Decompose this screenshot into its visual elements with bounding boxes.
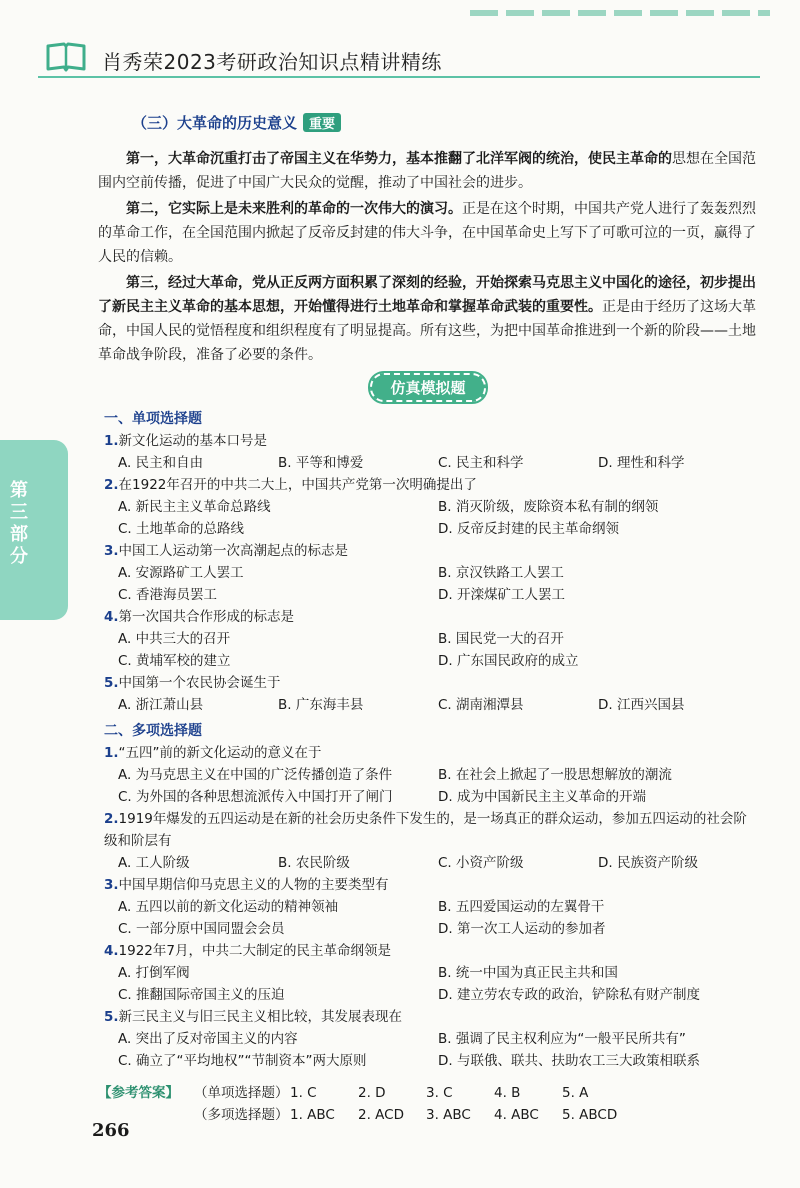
option: B. 广东海丰县 (278, 697, 364, 713)
question-stem: “五四”前的新文化运动的意义在于 (118, 745, 322, 761)
option: A. 工人阶级 (118, 855, 190, 871)
option: A. 为马克思主义在中国的广泛传播创造了条件 (118, 767, 393, 783)
option: A. 新民主主义革命总路线 (118, 499, 271, 515)
question-item (98, 672, 758, 716)
option: A. 安源路矿工人罢工 (118, 565, 244, 581)
answer-item: 1. ABC (290, 1107, 335, 1123)
section-paragraphs (98, 147, 758, 367)
option: B. 统一中国为真正民主共和国 (438, 965, 618, 981)
option: C. 湖南湘潭县 (438, 697, 524, 713)
side-tab (0, 440, 68, 620)
option: D. 与联俄、联共、扶助农工三大政策相联系 (438, 1053, 700, 1069)
multi-choice-heading: 二、多项选择题 (104, 723, 202, 739)
question-text (104, 474, 758, 496)
option-list (118, 694, 758, 716)
page-header (38, 38, 760, 78)
question-text (104, 672, 758, 694)
question-text (104, 742, 758, 764)
question-number: 2. (104, 477, 119, 493)
question-number: 1. (104, 745, 119, 761)
option: B. 消灭阶级，废除资本私有制的纲领 (438, 499, 659, 515)
question-stem: 1919年爆发的五四运动是在新的社会历史条件下发生的，是一场真正的群众运动，参加五四运动的社会阶级和阶层有 (104, 811, 747, 849)
paragraph-text: 思想在全国范围内空前传播，促进了中国广大民众的觉醒，推动了中国社会的进步。 (98, 151, 756, 191)
book-icon (46, 42, 86, 72)
option-list (118, 852, 758, 874)
single-choice-list (98, 430, 758, 716)
paragraph-text: 正是在这个时期，中国共产党人进行了轰轰烈烈的革命工作，在全国范围内掀起了反帝反封建的伟大斗争，在中国革命史上写下了可歌可泣的一页，赢得了人民的信赖。 (98, 201, 756, 265)
answer-type: （多项选择题） (194, 1107, 289, 1123)
answer-item: 5. A (562, 1085, 589, 1101)
option-list (118, 1028, 758, 1072)
question-stem: 新文化运动的基本口号是 (118, 433, 268, 449)
option-list (118, 896, 758, 940)
question-item (98, 874, 758, 940)
option: C. 推翻国际帝国主义的压迫 (118, 987, 285, 1003)
option: C. 一部分原中国同盟会会员 (118, 921, 285, 937)
option: A. 民主和自由 (118, 455, 204, 471)
option: D. 第一次工人运动的参加者 (438, 921, 606, 937)
question-text (104, 1006, 758, 1028)
question-item (98, 474, 758, 540)
single-choice-heading: 一、单项选择题 (104, 411, 202, 427)
question-item (98, 540, 758, 606)
answer-item: 5. ABCD (562, 1107, 618, 1123)
option: C. 黄埔军校的建立 (118, 653, 231, 669)
answer-item: 3. C (426, 1085, 453, 1101)
answer-item: 1. C (290, 1085, 317, 1101)
question-stem: 第一次国共合作形成的标志是 (118, 609, 295, 625)
question-number: 1. (104, 433, 119, 449)
option: B. 平等和博爱 (278, 455, 364, 471)
option-list (118, 496, 758, 540)
option: D. 江西兴国县 (598, 697, 685, 713)
paragraph-lead: 第一，大革命沉重打击了帝国主义在华势力，基本推翻了北洋军阀的统治，使民主革命的 (126, 151, 672, 167)
option: D. 建立劳农专政的政治，铲除私有财产制度 (438, 987, 700, 1003)
paragraph-lead: 第三，经过大革命，党从正反两方面积累了深刻的经验，开始探索马克思主义中国化的途径，初步提出了新民主主义革命的基本思想，开始懂得进行土地革命和掌握革命武装的重要性。 (98, 275, 756, 315)
exercise-banner (98, 373, 758, 402)
option-list (118, 562, 758, 606)
question-item (98, 742, 758, 808)
option: D. 成为中国新民主主义革命的开端 (438, 789, 646, 805)
section-heading-text: （三）大革命的历史意义 (132, 114, 298, 132)
option: A. 突出了反对帝国主义的内容 (118, 1031, 298, 1047)
option-list (118, 452, 758, 474)
question-text (104, 430, 758, 452)
option: C. 确立了“平均地权”“节制资本”两大原则 (118, 1053, 367, 1069)
paragraph (98, 197, 758, 269)
question-text (104, 540, 758, 562)
option-list (118, 628, 758, 672)
question-number: 5. (104, 1009, 119, 1025)
option: C. 民主和科学 (438, 455, 524, 471)
question-number: 3. (104, 877, 119, 893)
option: A. 打倒军阀 (118, 965, 190, 981)
answer-item: 3. ABC (426, 1107, 471, 1123)
answer-item: 2. ACD (358, 1107, 404, 1123)
question-text (104, 940, 758, 962)
multi-choice-list (98, 742, 758, 1072)
option: B. 京汉铁路工人罢工 (438, 565, 564, 581)
option-list (118, 962, 758, 1006)
question-item (98, 940, 758, 1006)
option: C. 香港海员罢工 (118, 587, 218, 603)
question-stem: 中国工人运动第一次高潮起点的标志是 (118, 543, 349, 559)
option: D. 开滦煤矿工人罢工 (438, 587, 565, 603)
option: A. 浙江萧山县 (118, 697, 204, 713)
question-number: 4. (104, 609, 119, 625)
side-tab-label: 第三部分 (10, 480, 28, 567)
question-number: 4. (104, 943, 119, 959)
question-item (98, 808, 758, 874)
important-badge: 重要 (303, 113, 341, 132)
paragraph-lead: 第二，它实际上是未来胜利的革命的一次伟大的演习。 (126, 201, 462, 217)
option: C. 土地革命的总路线 (118, 521, 245, 537)
option: D. 民族资产阶级 (598, 855, 698, 871)
header-rule (38, 76, 760, 78)
option: D. 广东国民政府的成立 (438, 653, 579, 669)
question-item (98, 606, 758, 672)
top-decor-strip (470, 10, 770, 16)
question-stem: 中国第一个农民协会诞生于 (118, 675, 281, 691)
exercise-banner-text: 仿真模拟题 (370, 373, 485, 402)
page-number: 266 (92, 1120, 130, 1141)
header-title: 肖秀荣2023考研政治知识点精讲精练 (102, 50, 442, 74)
question-number: 3. (104, 543, 119, 559)
question-item (98, 430, 758, 474)
option: A. 五四以前的新文化运动的精神领袖 (118, 899, 339, 915)
paragraph (98, 147, 758, 195)
option: D. 理性和科学 (598, 455, 685, 471)
question-stem: 中国早期信仰马克思主义的人物的主要类型有 (118, 877, 389, 893)
question-number: 2. (104, 811, 119, 827)
main-content (98, 112, 758, 1126)
question-text (104, 808, 758, 852)
answer-key-label: 【参考答案】 (98, 1085, 179, 1101)
option: B. 农民阶级 (278, 855, 350, 871)
option: B. 五四爱国运动的左翼骨干 (438, 899, 605, 915)
paragraph-text: 正是由于经历了这场大革命，中国人民的觉悟程度和组织程度有了明显提高。所有这些，为把中国革命推进到一个新的阶段——土地革命战争阶段，准备了必要的条件。 (98, 299, 756, 363)
option-list (118, 764, 758, 808)
question-stem: 1922年7月，中共二大制定的民主革命纲领是 (118, 943, 391, 959)
answer-key (98, 1082, 758, 1126)
option: B. 在社会上掀起了一股思想解放的潮流 (438, 767, 672, 783)
question-text (104, 606, 758, 628)
question-item (98, 1006, 758, 1072)
paragraph (98, 271, 758, 367)
question-number: 5. (104, 675, 119, 691)
option: C. 小资产阶级 (438, 855, 524, 871)
option: A. 中共三大的召开 (118, 631, 231, 647)
option: B. 强调了民主权利应为“一般平民所共有” (438, 1031, 686, 1047)
option: B. 国民党一大的召开 (438, 631, 564, 647)
answer-item: 2. D (358, 1085, 386, 1101)
question-stem: 在1922年召开的中共二大上，中国共产党第一次明确提出了 (118, 477, 477, 493)
answer-type: （单项选择题） (194, 1085, 289, 1101)
question-text (104, 874, 758, 896)
option: D. 反帝反封建的民主革命纲领 (438, 521, 619, 537)
option: C. 为外国的各种思想流派传入中国打开了闸门 (118, 789, 393, 805)
answer-item: 4. B (494, 1085, 521, 1101)
answer-item: 4. ABC (494, 1107, 539, 1123)
question-stem: 新三民主义与旧三民主义相比较，其发展表现在 (118, 1009, 403, 1025)
section-heading (132, 112, 758, 133)
